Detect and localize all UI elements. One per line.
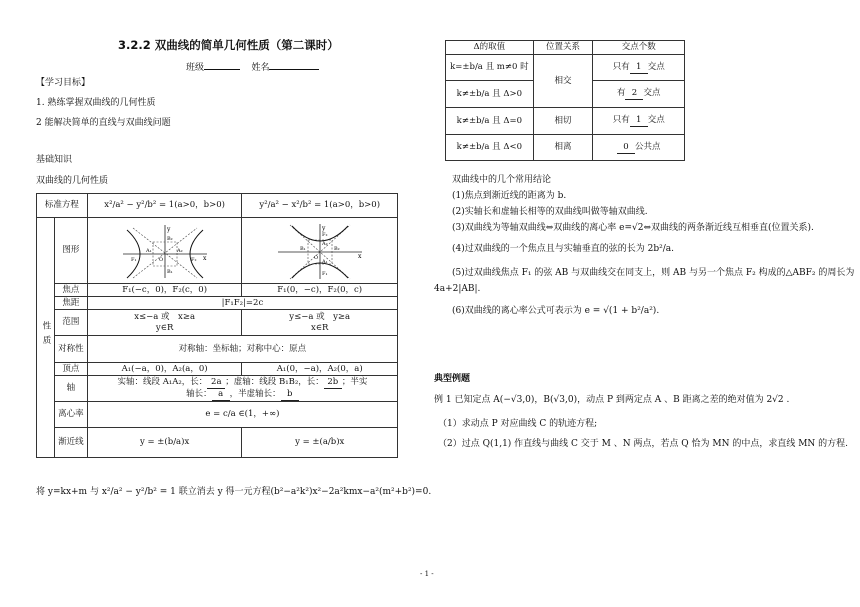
- name-blank: [269, 60, 319, 70]
- count-post: 交点: [647, 115, 665, 125]
- axis-text: 实轴：线段 A₁A₂，长：: [117, 376, 208, 387]
- graph-label: 图形: [54, 218, 87, 284]
- vertex-label: 顶点: [54, 363, 87, 376]
- delta-cond: k≠±b/a 且 Δ>0: [446, 81, 534, 108]
- conclusion-item: (2)实轴长和虚轴长相等的双曲线叫做等轴双曲线.: [452, 207, 648, 217]
- properties-side-text: 性质: [40, 321, 51, 350]
- focal-distance-value: |F₁F₂|=2c: [87, 297, 397, 310]
- range-2b: x∈R: [310, 322, 329, 333]
- axis-text: ；虚轴：线段 B₁B₂，长：: [225, 376, 324, 387]
- vertex-value-2: A₁(0，−a)，A₂(0，a): [242, 363, 398, 376]
- symmetry-label: 对称性: [54, 336, 87, 363]
- svg-text:F₁: F₁: [321, 270, 328, 277]
- svg-text:A₁: A₁: [145, 247, 152, 254]
- axis-text: ；半实: [341, 376, 368, 387]
- svg-text:O: O: [158, 256, 163, 263]
- svg-text:A₂: A₂: [321, 240, 328, 247]
- basics-heading: 基础知识: [36, 155, 73, 165]
- delta-count: [593, 55, 685, 81]
- count-fill: 0: [617, 142, 635, 154]
- svg-text:B₁: B₁: [299, 245, 306, 252]
- delta-relation: 相离: [533, 135, 593, 161]
- conclusion-item: (3)双曲线为等轴双曲线⇔双曲线的离心率 e=√2⇔双曲线的两条渐近线互相垂直(位置关系).: [452, 223, 814, 233]
- count-fill: 1: [630, 62, 648, 74]
- svg-text:y: y: [166, 225, 170, 233]
- class-label: 班级: [186, 63, 205, 73]
- class-blank: [204, 60, 240, 70]
- page-title: 3.2.2 双曲线的简单几何性质（第二课时）: [118, 38, 339, 52]
- relation-header: 位置关系: [533, 41, 593, 55]
- bottom-note: 将 y=kx+m 与 x²/a² − y²/b² = 1 联立消去 y 得一元方程(b²−a²k²)x²−2a²kmx−a²(m²+b²)=0.: [36, 487, 432, 497]
- svg-text:F₂: F₂: [321, 231, 328, 238]
- range-label: 范围: [54, 310, 87, 336]
- conclusions-heading: 双曲线中的几个常用结论: [452, 175, 552, 185]
- graph-vertical-cell: [242, 218, 398, 284]
- range-1b: y∈R: [155, 322, 174, 333]
- examples-heading: 典型例题: [434, 374, 471, 384]
- objective-item: 2 能解决简单的直线与双曲线问题: [36, 118, 171, 128]
- page-number: - 1 -: [420, 570, 434, 578]
- conclusion-item: (1)焦点到渐近线的距离为 b.: [452, 191, 567, 201]
- count-post: 公共点: [634, 141, 661, 152]
- eccentricity-value: e = c/a ∈(1，+∞): [87, 402, 397, 428]
- axis-label: 轴: [54, 376, 87, 402]
- axis-fill: 2b: [324, 377, 342, 389]
- count-fill: 1: [630, 115, 648, 127]
- objective-item: 1. 熟练掌握双曲线的几何性质: [36, 98, 156, 108]
- std-eq-1: x²/a² − y²/b² = 1(a>0，b>0): [87, 194, 242, 218]
- svg-text:x: x: [357, 252, 362, 260]
- svg-text:O: O: [313, 254, 318, 261]
- count-post: 交点: [643, 88, 661, 98]
- range-value-1: [87, 310, 242, 336]
- vertex-value-1: A₁(−a，0)，A₂(a，0): [87, 363, 242, 376]
- svg-text:B₂: B₂: [166, 235, 173, 242]
- svg-text:F₁: F₁: [130, 256, 137, 263]
- svg-text:B₂: B₂: [333, 245, 340, 252]
- focus-value-1: F₁(−c，0)，F₂(c，0): [87, 284, 242, 297]
- delta-count: [593, 81, 685, 108]
- delta-cond: k≠±b/a 且 Δ=0: [446, 108, 534, 135]
- delta-table: [445, 40, 685, 161]
- asymptote-value-1: y = ±(b/a)x: [87, 428, 242, 458]
- conclusion-item: 4a+2|AB|.: [434, 284, 481, 294]
- count-fill: 2: [625, 88, 643, 100]
- delta-relation: 相交: [533, 55, 593, 108]
- count-pre: 只有: [612, 115, 630, 125]
- range-2a: y≤−a 或 y≥a: [289, 311, 351, 322]
- graph-horizontal-cell: [87, 218, 242, 284]
- count-pre: 有: [616, 88, 626, 98]
- count-pre: 只有: [612, 61, 630, 72]
- delta-count: [593, 135, 685, 161]
- axis-text: 轴长：: [186, 388, 212, 399]
- svg-text:A₁: A₁: [321, 258, 328, 265]
- svg-text:y: y: [321, 224, 326, 232]
- symmetry-value: 对称轴：坐标轴；对称中心：原点: [87, 336, 397, 363]
- class-name-line: [186, 60, 319, 74]
- axis-fill: 2a: [207, 377, 225, 389]
- conclusion-item: (5)过双曲线焦点 F₁ 的弦 AB 与双曲线交在同支上，则 AB 与另一个焦点 F₂ 构成的△ABF₂ 的周长为: [452, 268, 855, 278]
- conclusion-item: (6)双曲线的离心率公式可表示为 e = √(1 + b²/a²).: [452, 306, 660, 316]
- hyperbola-vertical-graph: [274, 222, 366, 280]
- axis-text: ，半虚轴长：: [229, 388, 281, 399]
- name-label: 姓名: [251, 63, 270, 73]
- objectives-heading: 【学习目标】: [36, 78, 91, 88]
- hyperbola-horizontal-graph: [119, 222, 211, 280]
- example-1-question-2: （2）过点 Q(1,1) 作直线与曲线 C 交于 M 、N 两点，若点 Q 恰为 MN 的中点，求直线 MN 的方程.: [438, 439, 849, 449]
- property-table: [36, 193, 398, 458]
- asymptote-label: 渐近线: [54, 428, 87, 458]
- conclusion-item: (4)过双曲线的一个焦点且与实轴垂直的弦的长为 2b²/a.: [452, 244, 674, 254]
- example-1-question-1: （1）求动点 P 对应曲线 C 的轨迹方程;: [438, 419, 598, 429]
- range-value-2: [242, 310, 398, 336]
- axis-fill: a: [212, 389, 230, 401]
- asymptote-value-2: y = ±(a/b)x: [242, 428, 398, 458]
- eccentricity-label: 离心率: [54, 402, 87, 428]
- delta-cond: k≠±b/a 且 Δ<0: [446, 135, 534, 161]
- delta-relation: 相切: [533, 108, 593, 135]
- example-1: 例 1 已知定点 A(−√3,0)，B(√3,0)，动点 P 到两定点 A 、B 距离之差的绝对值为 2√2 .: [434, 395, 790, 405]
- properties-side-label: [37, 218, 55, 458]
- svg-text:A₂: A₂: [176, 247, 183, 254]
- range-1a: x≤−a 或 x≥a: [134, 311, 196, 322]
- count-post: 交点: [647, 61, 665, 72]
- svg-text:F₂: F₂: [190, 256, 197, 263]
- basics-subheading: 双曲线的几何性质: [36, 176, 109, 186]
- std-eq-2: y²/a² − x²/b² = 1(a>0，b>0): [242, 194, 398, 218]
- std-eq-label: 标准方程: [37, 194, 88, 218]
- delta-count: [593, 108, 685, 135]
- focus-label: 焦点: [54, 284, 87, 297]
- delta-header: Δ的取值: [446, 41, 534, 55]
- axis-value: [87, 376, 397, 402]
- svg-text:x: x: [202, 254, 206, 262]
- delta-cond: k=±b/a 且 m≠0 时: [446, 55, 534, 81]
- focal-distance-label: 焦距: [54, 297, 87, 310]
- axis-fill: b: [281, 389, 299, 401]
- svg-text:B₁: B₁: [166, 268, 173, 275]
- focus-value-2: F₁(0，−c)，F₂(0，c): [242, 284, 398, 297]
- count-header: 交点个数: [593, 41, 685, 55]
